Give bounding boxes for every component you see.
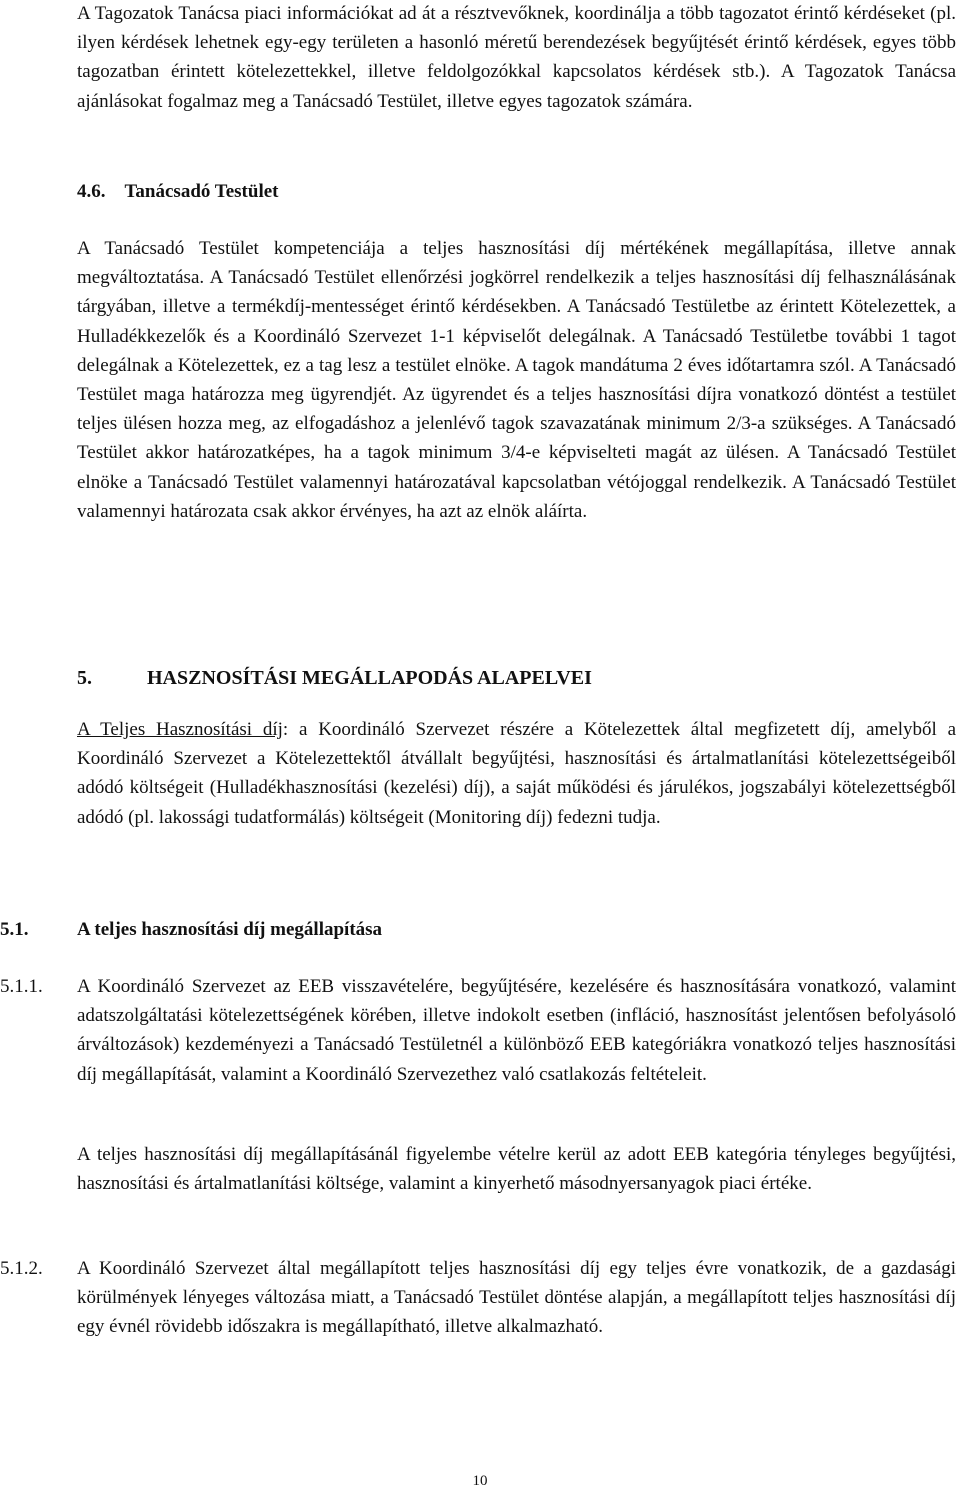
defined-term: A Teljes Hasznosítási díj	[77, 719, 283, 740]
item-text: A Koordináló Szervezet az EEB visszavételére, begyűjtésére, kezelésére és hasznosítására vonatkozó, valamint adatszolgáltatási kötelezettségének körében, illetve indokolt esetben (infláció, hasznosítást jelentősen befolyásoló árváltozások) kezdeményezi a Tanácsadó Testületnél a különböző EEB kategóriákra vonatkozó teljes hasznosítási díj megállapítását, valamint a Koordináló Szervezethez való csatlakozás feltételeit.	[77, 976, 956, 1085]
intro-paragraph: A Tagozatok Tanácsa piaci információkat ad át a résztvevőknek, koordinálja a több tagozatot érintő kérdéseket (pl. ilyen kérdések lehetnek egy-egy területen a hasonló méretű berendezések begyűjtését érintő kérdések, egyes több tagozatban érintett kötelezettekkel, illetve feldolgozókkal kapcsolatos kérdések stb.). A Tagozatok Tanácsa ajánlásokat fogalmaz meg a Tanácsadó Testület, illetve egyes tagozatok számára.	[77, 3, 956, 112]
section-title-text: HASZNOSÍTÁSI MEGÁLLAPODÁS ALAPELVEI	[147, 667, 592, 689]
subsection-number: 5.1.	[0, 919, 29, 940]
item-text: A Koordináló Szervezet által megállapított teljes hasznosítási díj egy teljes évre vonatkozik, de a gazdasági körülmények lényeges változása miatt, a Tanácsadó Testület döntése alapján, a megállapított teljes hasznosítási díj egy évnél rövidebb időszakra is megállapítható, illetve alkalmazható.	[77, 1258, 956, 1338]
item-text-continued: A teljes hasznosítási díj megállapításánál figyelembe vételre kerül az adott EEB kategória tényleges begyűjtési, hasznosítási és ártalmatlanítási költsége, valamint a kinyerhető másodnyersanyagok piaci értéke.	[77, 1144, 956, 1195]
page-number: 10	[472, 1473, 488, 1489]
section-title-text: Tanácsadó Testület	[124, 181, 279, 202]
item-number: 5.1.1.	[0, 976, 43, 997]
definition-text: : a Koordináló Szervezet részére a Kötelezettek által megfizetett díj, amelyből a Koordináló Szervezet a Kötelezettektől átvállalt begyűjtési, hasznosítási és ártalmatlanítási kötelezettségeiből adódó költségeit (Hulladékhasznosítási (kezelési) díj), a saját működési és járulékos, jogszabályi kötelezettségből adódó (pl. lakossági tudatformálás) költségeit (Monitoring díj) fedezni tudja.	[77, 719, 957, 828]
section-title	[77, 177, 279, 206]
section-number: 5.	[77, 667, 92, 689]
definition-paragraph	[77, 715, 956, 832]
item-number: 5.1.2.	[0, 1258, 43, 1279]
section-number: 4.6.	[77, 181, 106, 202]
subsection-title: A teljes hasznosítási díj megállapítása	[77, 919, 383, 940]
section-title	[77, 664, 592, 693]
section-body: A Tanácsadó Testület kompetenciája a teljes hasznosítási díj mértékének megállapítása, illetve annak megváltoztatása. A Tanácsadó Testület ellenőrzési jogkörrel rendelkezik a teljes hasznosítási díj felhasználásának tárgyában, illetve a termékdíj-mentességet érintő kérdésekben. A Tanácsadó Testületbe az érintett Kötelezettek, a Hulladékkezelők és a Koordináló Szervezet 1-1 képviselőt delegálnak. A Tanácsadó Testületbe további 1 tagot delegálnak a Kötelezettek, ez a tag lesz a testület elnöke. A tagok mandátuma 2 éves időtartamra szól. A Tanácsadó Testület maga határozza meg ügyrendjét. Az ügyrendet és a teljes hasznosítási díjra vonatkozó döntést a testület teljes ülésen hozza meg, az elfogadáshoz a jelenlévő tagok szavazatának minimum 2/3-a szükséges. A Tanácsadó Testület akkor határozatképes, ha a tagok minimum 3/4-e képviselteti magát az ülésen. A Tanácsadó Testület elnöke a Tanácsadó Testület valamennyi határozatával kapcsolatban vétójoggal rendelkezik. A Tanácsadó Testület valamennyi határozata csak akkor érvényes, ha azt az elnök aláírta.	[77, 238, 956, 522]
